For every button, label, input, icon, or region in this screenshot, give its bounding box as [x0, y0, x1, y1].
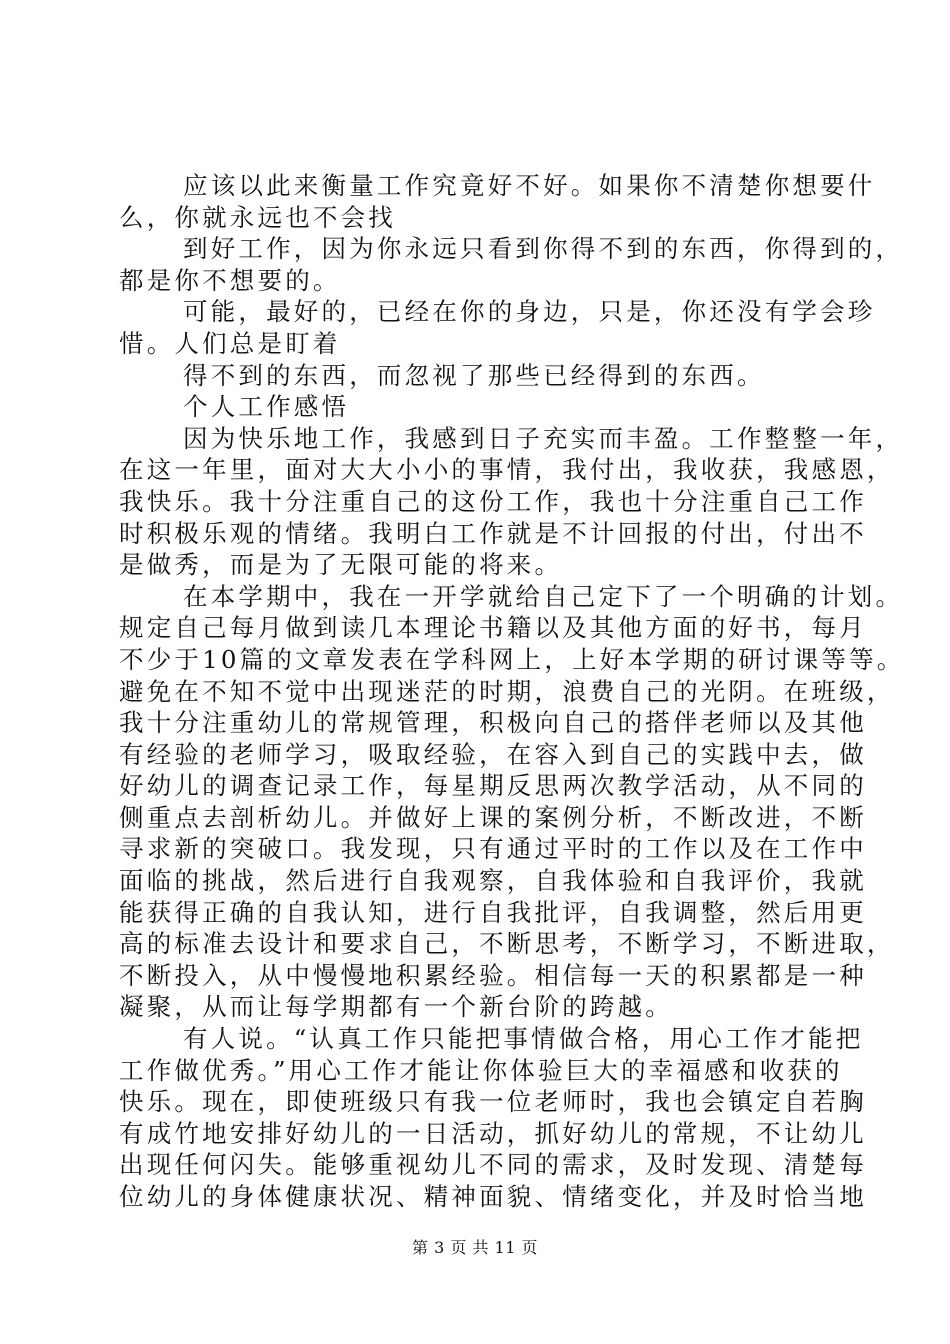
text-line: 可能，最好的，已经在你的身边，只是，你还没有学会珍 — [183, 297, 876, 327]
text-line: 规定自己每月做到读几本理论书籍以及其他方面的好书，每月 — [119, 613, 867, 643]
text-line: 避免在不知不觉中出现迷茫的时期，浪费自己的光阴。在班级， — [119, 676, 895, 706]
text-line: 因为快乐地工作，我感到日子充实而丰盈。工作整整一年， — [183, 423, 904, 453]
text-line: 高的标准去设计和要求自己，不断思考，不断学习，不断进取， — [119, 929, 895, 959]
text-line: 惜。人们总是盯着 — [119, 328, 341, 358]
document-body — [119, 170, 905, 1213]
text-line: 得不到的东西，而忽视了那些已经得到的东西。 — [183, 360, 765, 390]
text-line: 有经验的老师学习，吸取经验，在容入到自己的实践中去，做 — [119, 739, 867, 769]
text-line: 有人说。“认真工作只能把事情做合格，用心工作才能把 — [183, 1024, 864, 1054]
text-line: 侧重点去剖析幼儿。并做好上课的案例分析，不断改进，不断 — [119, 802, 867, 832]
text-line: 在本学期中，我在一开学就给自己定下了一个明确的计划。 — [183, 581, 904, 611]
text-line: 是做秀，而是为了无限可能的将来。 — [119, 550, 563, 580]
text-line: 我快乐。我十分注重自己的这份工作，我也十分注重自己工作 — [119, 486, 867, 516]
text-line: 么，你就永远也不会找 — [119, 202, 396, 232]
text-line: 不断投入，从中慢慢地积累经验。相信每一天的积累都是一种 — [119, 960, 867, 990]
text-line: 快乐。现在，即使班级只有我一位老师时，我也会镇定自若胸 — [119, 1087, 867, 1117]
text-line: 能获得正确的自我认知，进行自我批评，自我调整，然后用更 — [119, 897, 867, 927]
text-line: 出现任何闪失。能够重视幼儿不同的需求，及时发现、清楚每 — [119, 1150, 867, 1180]
text-line: 面临的挑战，然后进行自我观察，自我体验和自我评价，我就 — [119, 866, 867, 896]
text-line: 我十分注重幼儿的常规管理，积极向自己的搭伴老师以及其他 — [119, 708, 867, 738]
page-number-footer: 第 3 页 共 11 页 — [412, 1238, 538, 1257]
text-line: 应该以此来衡量工作究竟好不好。如果你不清楚你想要什 — [183, 171, 876, 200]
text-line: 在这一年里，面对大大小小的事情，我付出，我收获，我感恩， — [119, 455, 895, 485]
text-line: 位幼儿的身体健康状况、精神面貌、情绪变化，并及时恰当地 — [119, 1182, 867, 1211]
text-line: 到好工作，因为你永远只看到你得不到的东西，你得到的， — [183, 234, 904, 264]
text-line: 有成竹地安排好幼儿的一日活动，抓好幼儿的常规，不让幼儿 — [119, 1118, 867, 1148]
text-line: 都是你不想要的。 — [119, 265, 341, 295]
text-line: 好幼儿的调查记录工作，每星期反思两次教学活动，从不同的 — [119, 771, 867, 801]
text-line: 时积极乐观的情绪。我明白工作就是不计回报的付出，付出不 — [119, 518, 867, 548]
text-line: 寻求新的突破口。我发现，只有通过平时的工作以及在工作中 — [119, 834, 867, 864]
section-heading: 个人工作感悟 — [183, 392, 350, 422]
text-line: 不少于10篇的文章发表在学科网上，上好本学期的研讨课等等。 — [119, 644, 905, 674]
text-line: 工作做优秀。”用心工作才能让你体验巨大的幸福感和收获的 — [119, 1055, 843, 1085]
text-line: 凝聚，从而让每学期都有一个新台阶的跨越。 — [119, 992, 673, 1022]
